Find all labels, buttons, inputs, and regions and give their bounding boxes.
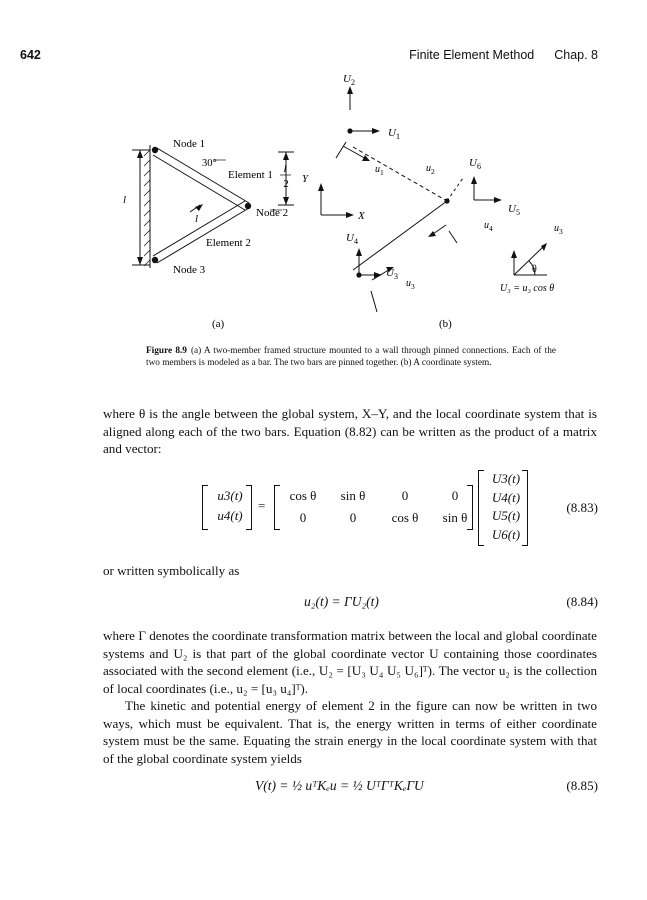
eq-8-84-number: (8.84) (566, 594, 598, 609)
U1-label: $U_1$ (388, 127, 400, 141)
U6-label: $U_6$ (469, 157, 481, 171)
u2-label: $u_2$ (426, 163, 435, 176)
node2-label: Node 2 (256, 207, 289, 219)
b-node-2 (444, 198, 449, 203)
element-2-bar (153, 201, 249, 263)
equation-8-85: V(t) = ½ uᵀKₑu = ½ UᵀΓᵀKₑΓU (255, 778, 424, 793)
u4-label: $u_4$ (484, 220, 493, 233)
lhs-u4: u4(t) (217, 508, 243, 523)
eq-8-85-number: (8.85) (566, 778, 598, 793)
running-title: Finite Element Method (409, 48, 535, 62)
wall-hatching (144, 150, 150, 266)
node-3-pin (152, 257, 158, 263)
paragraph-3: where Γ denotes the coordinate transformation matrix between the local and global coordinate systems and U₂ is that part of the global coordinate vector U containing those coordinates associated with the second element (i.e., U₂ = [U₃ U₄ U₅ U₆]ᵀ). The vector u₂ is the collection of local coordinates (i.e., u₂ = [u₃ u₄]ᵀ). (103, 628, 597, 696)
half-length-num: l (283, 163, 287, 175)
lhs-u3: u3(t) (217, 488, 243, 503)
Y-axis-label: Y (302, 173, 309, 185)
U5-label: $U_5$ (508, 203, 520, 217)
U2-label: $U_2$ (343, 73, 355, 87)
theta-label: θ (532, 264, 537, 275)
page-number: 642 (20, 48, 41, 62)
U3-label: $U_3$ (386, 267, 398, 281)
figure-caption (146, 345, 556, 369)
element1-label: Element 1 (228, 169, 273, 181)
u3-label: $u_3$ (406, 278, 415, 291)
caption-text: (a) A two-member framed structure mounted to a wall through pinned connections. Each of the two members is modeled as a bar. The two bars are pinned together. (b) A coordinate system. (146, 346, 556, 368)
paragraph-2: or written symbolically as (103, 563, 240, 578)
element2-label: Element 2 (206, 237, 251, 249)
caption-label: Figure 8.9 (146, 346, 187, 356)
half-length-den: 2 (283, 178, 289, 190)
chapter-label: Chap. 8 (554, 48, 598, 62)
angle-label: 30° (202, 158, 217, 169)
panel-b-label: (b) (439, 318, 452, 330)
b-node-1 (347, 128, 352, 133)
figure-8-9 (0, 0, 647, 340)
relation-label: U₃ = u₃ cos θ (500, 283, 555, 294)
node-2-pin (245, 203, 251, 209)
node1-label: Node 1 (173, 138, 206, 150)
transform-matrix: cos θ sin θ 0 0 0 0 cos θ sin θ (289, 488, 468, 525)
bar-length-label: l (195, 213, 199, 225)
X-axis-label: X (358, 210, 365, 222)
length-label: l (123, 194, 127, 206)
eq-8-83-number: (8.83) (566, 500, 598, 515)
node3-label: Node 3 (173, 264, 206, 276)
u1-label: $u_1$ (375, 164, 384, 177)
paragraph-1: where θ is the angle between the global system, X–Y, and the local coordinate system that is aligned along each of the two bars. Equation (8.82) can be written as the product of a matrix and vector: (103, 406, 597, 456)
inset-u3-label: $u_3$ (554, 223, 563, 236)
panel-a-label: (a) (212, 318, 225, 330)
inset-u3-arrow (514, 245, 545, 275)
node-1-pin (152, 147, 158, 153)
equation-8-84: u₂(t) = ΓU₂(t) (304, 594, 379, 609)
U4-label: $U_4$ (346, 232, 358, 246)
b-node-3 (356, 272, 361, 277)
paragraph-4: The kinetic and potential energy of element 2 in the figure can now be written in two ways, which must be equivalent. That is, the energy written in terms of either coordinate system must be the same. Equating the strain energy in the local coordinate system with that of the global coordinate system yields (103, 698, 597, 766)
